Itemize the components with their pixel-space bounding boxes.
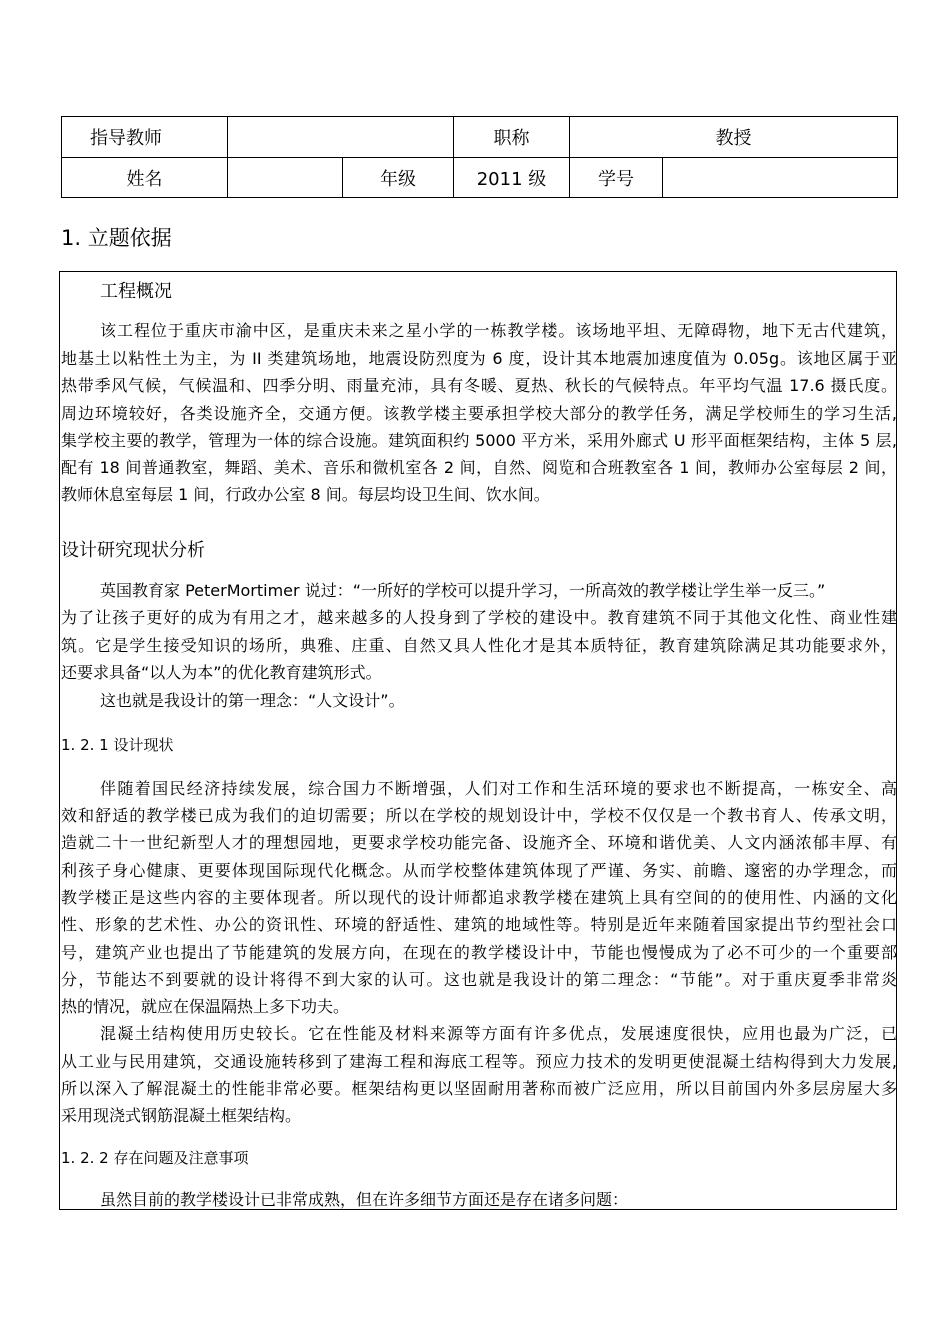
overview-line: 教师休息室每层 1 间，行政办公室 8 间。每层均设卫生间、饮水间。 <box>61 485 550 504</box>
research-line: 为了让孩子更好的成为有用之才，越来越多的人投身到了学校的建设中。教育建筑不同于其他文化性、商业性建 <box>61 608 897 627</box>
status-line: 效和舒适的教学楼已成为我们的迫切需要；所以在学校的规划设计中，学校不仅仅是一个教书育人、传承文明， <box>61 806 897 825</box>
research-line: 英国教育家 PeterMortimer 说过：“一所好的学校可以提升学习，一所高效的教学楼让学生举一反三。” <box>100 581 826 600</box>
issues-heading: 1. 2. 2 存在问题及注意事项 <box>61 1149 249 1167</box>
status-line: 号，建筑产业也提出了节能建筑的发展方向，在现在的教学楼设计中，节能也慢慢成为了必不可少的一个重要部 <box>61 943 897 962</box>
research-line: 这也就是我设计的第一理念：“人文设计”。 <box>100 691 405 710</box>
status-line: 混凝土结构使用历史较长。它在性能及材料来源等方面有许多优点，发展速度很快，应用也最为广泛，已 <box>100 1024 897 1043</box>
status-line: 所以深入了解混凝土的性能非常必要。框架结构更以坚固耐用著称而被广泛应用，所以目前国内外多层房屋大多 <box>61 1079 897 1098</box>
status-line: 造就二十一世纪新型人才的理想园地，更要求学校功能完备、设施齐全、环境和谐优美、人文内涵浓郁丰厚、有 <box>61 833 897 852</box>
section-heading-basis: 1. 立题依据 <box>61 226 172 250</box>
status-line: 教学楼正是这些内容的主要体现者。所以现代的设计师都追求教学楼在建筑上具有空间的的使用性、内涵的文化 <box>61 888 897 907</box>
grade-value: 2011 级 <box>454 158 570 198</box>
status-line: 利孩子身心健康、更要体现国际现代化概念。从而学校整体建筑体现了严谨、务实、前瞻、邃密的办学理念，而 <box>61 861 897 880</box>
status-line: 分，节能达不到要就的设计将得不到大家的认可。这也就是我设计的第二理念：“节能”。对于重庆夏季非常炎 <box>61 970 897 989</box>
overview-line: 集学校主要的教学，管理为一体的综合设施。建筑面积约 5000 平方米，采用外廊式 U 形平面框架结构，主体 5 层, <box>61 431 897 450</box>
info-row-advisor <box>62 117 898 158</box>
overview-heading: 工程概况 <box>100 281 172 302</box>
status-line: 伴随着国民经济持续发展，综合国力不断增强，人们对工作和生活环境的要求也不断提高，一栋安全、高 <box>100 779 897 798</box>
student-id-label: 学号 <box>570 158 663 198</box>
grade-label: 年级 <box>343 158 454 198</box>
info-row-student <box>62 158 898 198</box>
research-line: 筑。它是学生接受知识的场所，典雅、庄重、自然又具人性化才是其本质特征，教育建筑除满足其功能要求外， <box>61 636 897 655</box>
title-value: 教授 <box>570 117 898 158</box>
student-id-value <box>663 158 898 198</box>
status-line: 性、形象的艺术性、办公的资讯性、环境的舒适性、建筑的地域性等。特别是近年来随着国家提出节约型社会口 <box>61 915 897 934</box>
advisor-value <box>228 117 454 158</box>
student-info-table <box>61 116 898 198</box>
overview-line: 周边环境较好，各类设施齐全，交通方便。该教学楼主要承担学校大部分的教学任务，满足学校师生的学习生活, <box>61 404 897 423</box>
issues-line: 虽然目前的教学楼设计已非常成熟，但在许多细节方面还是存在诸多问题： <box>100 1190 629 1209</box>
status-line: 采用现浇式钢筋混凝土框架结构。 <box>61 1106 302 1125</box>
name-label: 姓名 <box>62 158 228 198</box>
status-heading: 1. 2. 1 设计现状 <box>61 736 174 754</box>
advisor-label: 指导教师 <box>62 117 228 158</box>
overview-line: 地基土以粘性土为主，为 II 类建筑场地，地震设防烈度为 6 度，设计其本地震加速度值为 0.05g。该地区属于亚 <box>61 349 897 368</box>
status-line: 热的情况，就应在保温隔热上多下功夫。 <box>61 997 350 1016</box>
research-line: 还要求具备“以人为本”的优化教育建筑形式。 <box>61 663 382 682</box>
research-heading: 设计研究现状分析 <box>61 540 205 561</box>
overview-line: 热带季风气候，气候温和、四季分明、雨量充沛，具有冬暖、夏热、秋长的气候特点。年平均气温 17.6 摄氏度。 <box>61 376 897 395</box>
overview-line: 配有 18 间普通教室，舞蹈、美术、音乐和微机室各 2 间，自然、阅览和合班教室各 1 间，教师办公室每层 2 间， <box>61 458 897 477</box>
name-value <box>228 158 343 198</box>
status-line: 从工业与民用建筑，交通设施转移到了建海工程和海底工程等。预应力技术的发明更使混凝土结构得到大力发展, <box>61 1052 897 1071</box>
overview-line: 该工程位于重庆市渝中区，是重庆未来之星小学的一栋教学楼。该场地平坦、无障碍物，地下无古代建筑， <box>100 321 897 340</box>
title-label: 职称 <box>454 117 570 158</box>
